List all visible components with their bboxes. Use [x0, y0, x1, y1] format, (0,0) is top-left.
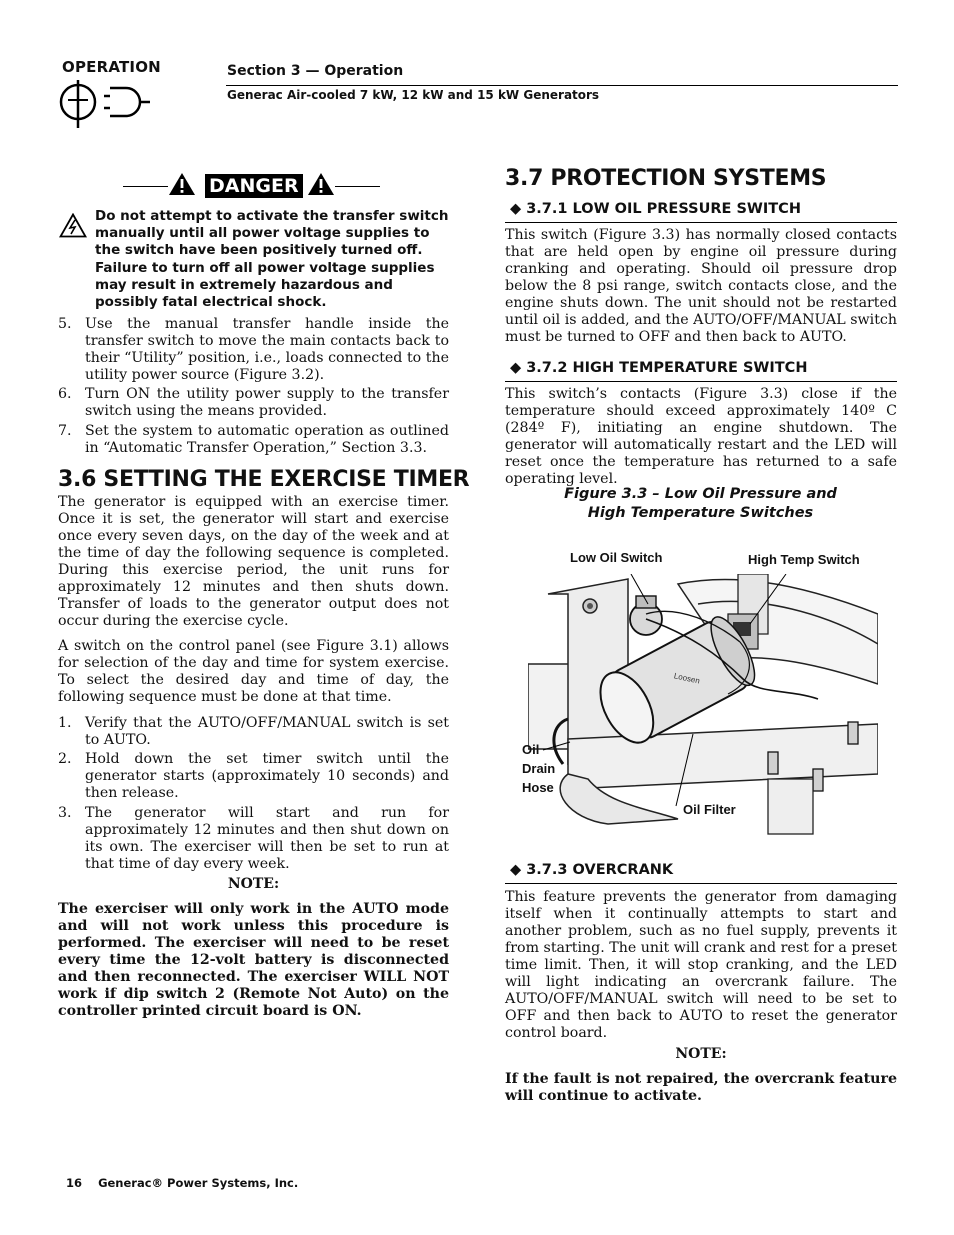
overcrank-paragraph: This feature prevents the generator from damaging itself when it continually attempts to start and another problem, such as no fuel supply, prevents it from starting. The unit will crank and rest for a preset time limit. Then, it will stop cranking, and the LED will light indicating an overcrank failure. The AUTO/OFF/MANUAL switch will need to be set to OFF and then back to AUTO to reset the generator control board. — [505, 889, 898, 1041]
step-number: 6. — [58, 386, 72, 402]
low-oil-pressure-paragraph: This switch (Figure 3.3) has normally closed contacts that are held open by engine oil pressure during cranking and operating. Should oil pressure drop below the 8 psi range, switch contacts close, and the engine shuts down. The unit should not be restarted until oil is added, and the AUTO/OFF/MANUAL switch must be turned to OFF and then back to AUTO. — [505, 227, 897, 345]
step-text: Use the manual transfer handle inside the transfer switch to move the main contacts back to their “Utility” position, i.e., loads connected to the utility power source (Figure 3.2). — [85, 316, 449, 383]
filter-loosen-text: Loosen — [673, 671, 701, 686]
section-subtitle: Generac Air-cooled 7 kW, 12 kW and 15 kW Generators — [227, 88, 600, 102]
subsection-rule — [505, 883, 897, 884]
section-title: Section 3 — Operation — [227, 63, 404, 79]
step-text: Verify that the AUTO/OFF/MANUAL switch is set to AUTO. — [85, 715, 449, 748]
step-number: 3. — [58, 805, 72, 821]
note-label: NOTE: — [675, 1046, 727, 1062]
step-number: 5. — [58, 316, 72, 332]
step-text: Set the system to automatic operation as outlined in “Automatic Transfer Operation,” Section 3.3. — [85, 423, 449, 456]
danger-warning-text: Do not attempt to activate the transfer switch manually until all power voltage supplies to the switch have been positively turned off. Failure to turn off all power voltage supplies may result in extremely hazardous and possibly fatal electrical shock. — [95, 208, 449, 311]
figure-label-line: Drain — [522, 761, 556, 776]
operation-logo-label: OPERATION — [62, 58, 161, 76]
footer-company: Generac® Power Systems, Inc. — [98, 1176, 299, 1190]
subsection-rule — [505, 381, 897, 382]
section-heading-3-7: 3.7 PROTECTION SYSTEMS — [505, 166, 827, 191]
figure-label-oil-drain-hose — [522, 740, 555, 797]
warning-triangle-icon — [307, 172, 335, 196]
figure-label-line: Hose — [522, 780, 554, 795]
high-temperature-paragraph: This switch’s contacts (Figure 3.3) close if the temperature should exceed approximately 140º C (284º F), initiating an engine shutdown. The generator will automatically restart and the LED will reset once the temperature has returned to a safe operating level. — [505, 386, 897, 487]
danger-rule-right — [335, 186, 380, 187]
step-number: 7. — [58, 423, 72, 439]
plug-socket-icon — [58, 78, 158, 130]
figure-label-oil-filter: Oil Filter — [683, 802, 736, 817]
step-number: 1. — [58, 715, 72, 731]
figure-label-line: Oil — [522, 742, 540, 757]
section-heading-3-6: 3.6 SETTING THE EXERCISE TIMER — [58, 467, 470, 492]
step-number: 2. — [58, 751, 72, 767]
figure-caption — [505, 485, 896, 523]
figure-label-high-temp-switch: High Temp Switch — [748, 552, 860, 567]
header-rule — [226, 85, 898, 86]
note-text: The exerciser will only work in the AUTO mode and will not work unless this procedure is performed. The exerciser will need to be reset every time the 12-volt battery is disconnected and then reconnected. The exerciser WILL NOT work if dip switch 2 (Remote Not Auto) on the controller printed circuit board is ON. — [58, 901, 449, 1019]
page-footer — [66, 1176, 298, 1190]
figure-caption-line: High Temperature Switches — [587, 505, 814, 521]
electrical-hazard-icon — [59, 213, 87, 238]
step-text: Turn ON the utility power supply to the transfer switch using the means provided. — [85, 386, 449, 419]
step-text: The generator will start and run for approximately 12 minutes and then shut down on its own. The exerciser will then be set to run at that time of day every week. — [85, 805, 449, 872]
subsection-heading-3-7-1: ◆ 3.7.1 LOW OIL PRESSURE SWITCH — [510, 201, 801, 217]
subsection-rule — [505, 222, 897, 223]
figure-caption-line: Figure 3.3 – Low Oil Pressure and — [564, 486, 837, 502]
page-number: 16 — [66, 1176, 83, 1190]
figure-label-low-oil-switch: Low Oil Switch — [570, 550, 663, 565]
exercise-timer-paragraph: The generator is equipped with an exercise timer. Once it is set, the generator will start and exercise once every seven days, on the day of the week and at the time of day the following sequence is completed. During this exercise period, the unit runs for approximately 12 minutes and then shuts down. Transfer of loads to the generator output does not occur during the exercise cycle. — [58, 494, 449, 629]
note-text: If the fault is not repaired, the overcrank feature will continue to activate. — [505, 1071, 897, 1104]
exercise-timer-paragraph: A switch on the control panel (see Figure 3.1) allows for selection of the day and time for system exercise. To select the desired day and time of day, the following sequence must be done at that time. — [58, 638, 449, 705]
danger-rule-left — [123, 186, 168, 187]
subsection-heading-3-7-2: ◆ 3.7.2 HIGH TEMPERATURE SWITCH — [510, 360, 808, 376]
subsection-heading-3-7-3: ◆ 3.7.3 OVERCRANK — [510, 862, 674, 878]
danger-badge: DANGER — [205, 174, 303, 198]
note-label: NOTE: — [227, 876, 280, 892]
step-text: Hold down the set timer switch until the generator starts (approximately 10 seconds) and then release. — [85, 751, 449, 801]
warning-triangle-icon — [168, 172, 196, 196]
